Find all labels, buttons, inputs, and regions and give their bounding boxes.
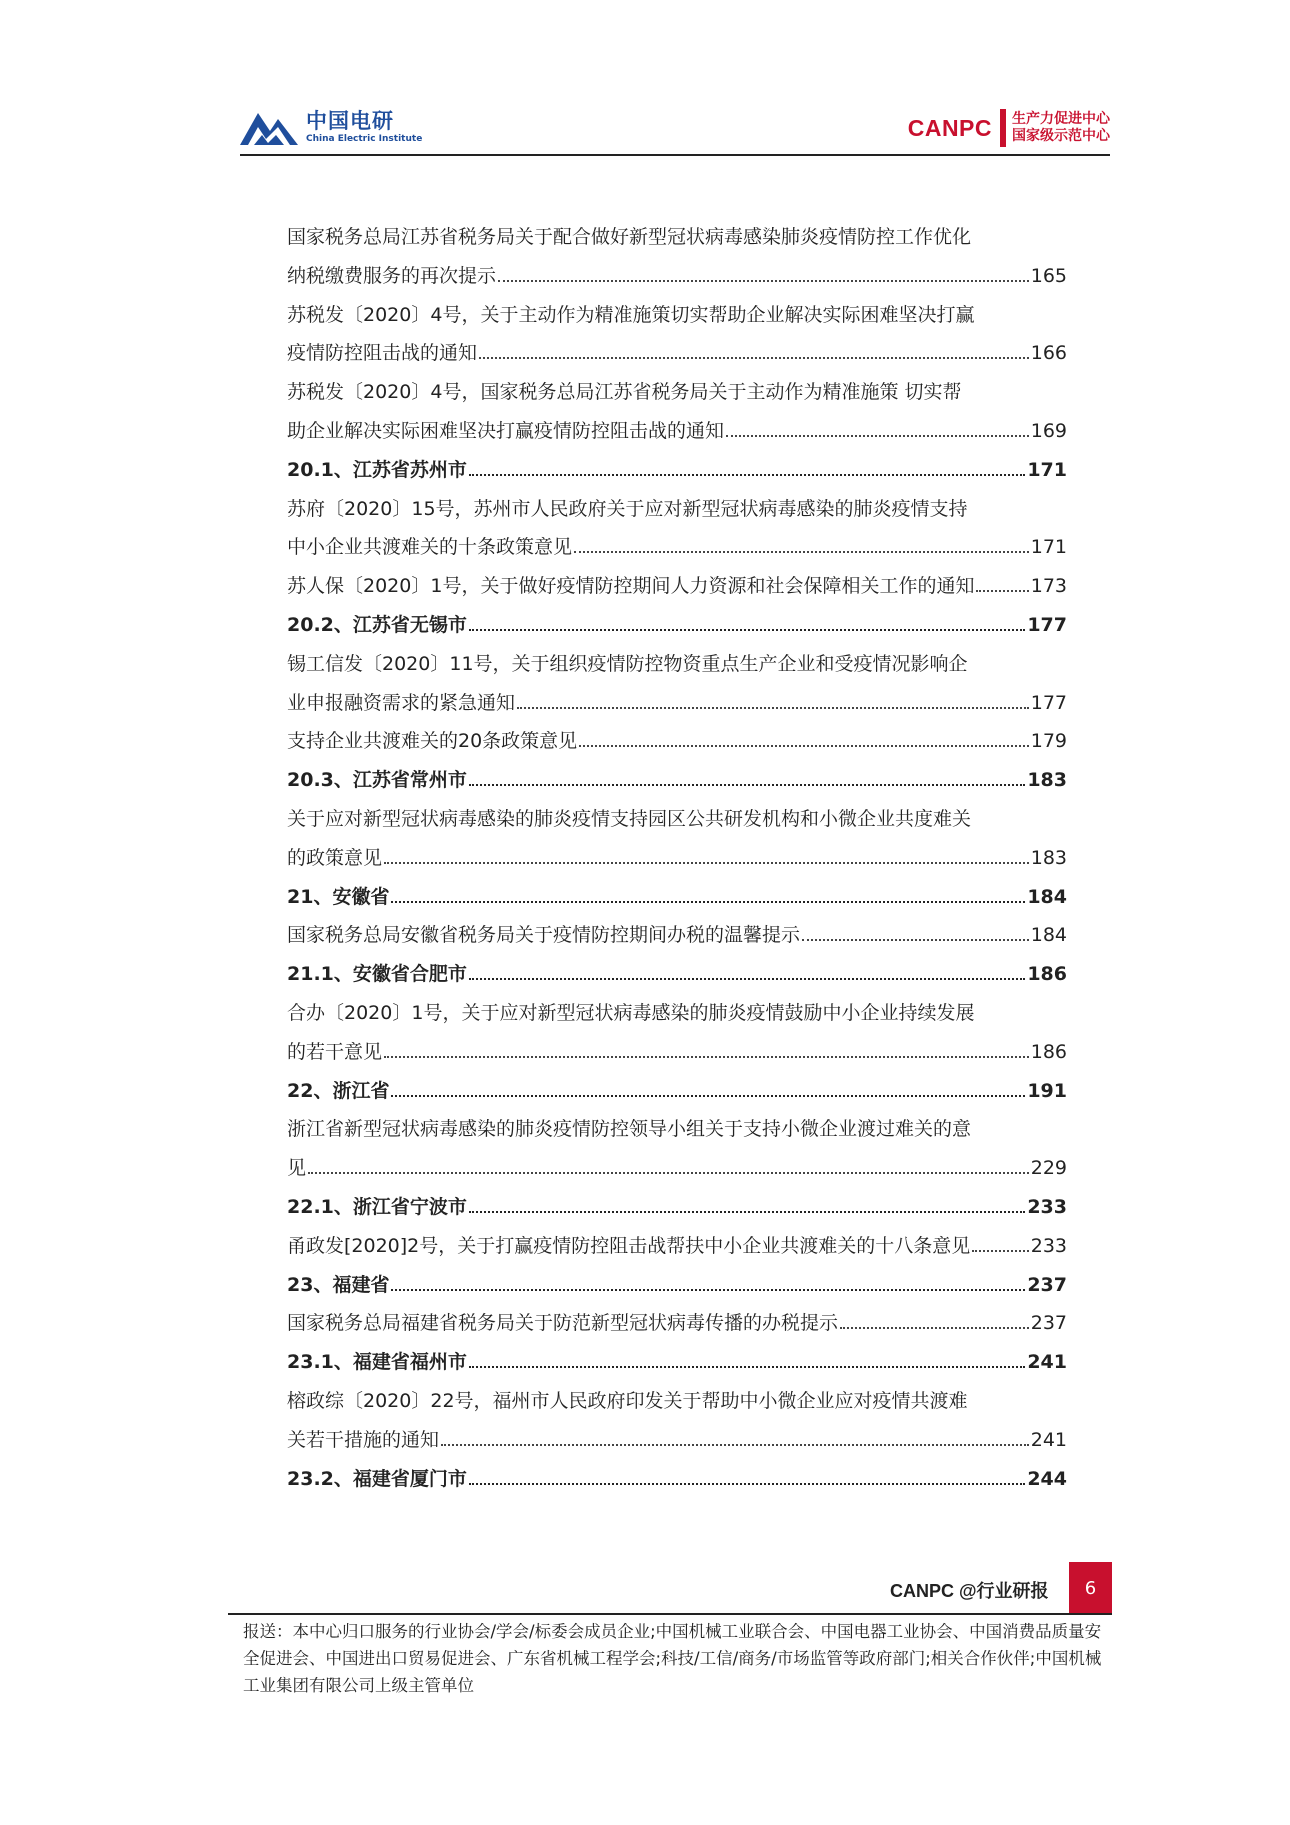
toc-entry-title: 业申报融资需求的紧急通知 — [287, 691, 516, 714]
dot-leader — [517, 707, 1029, 709]
toc-entry-title-line: 榕政综〔2020〕22号，福州市人民政府印发关于帮助中小微企业应对疫情共渡难 — [287, 1389, 968, 1412]
dot-leader — [469, 978, 1025, 980]
logo-divider — [1000, 109, 1006, 147]
toc-page-number: 166 — [1030, 342, 1067, 365]
toc-page-number: 171 — [1027, 458, 1067, 481]
logo-english-name: China Electric Institute — [306, 134, 423, 144]
toc-entry-title: 22.1、浙江省宁波市 — [287, 1195, 467, 1218]
toc-entry-title: 纳税缴费服务的再次提示 — [287, 264, 497, 287]
toc-page-number: 177 — [1027, 613, 1067, 636]
toc-entry-title: 助企业解决实际困难坚决打赢疫情防控阻击战的通知 — [287, 419, 725, 442]
table-of-contents — [287, 218, 1067, 1498]
mountain-logo-icon — [240, 105, 298, 149]
logo-chinese-name: 中国电研 — [306, 109, 394, 133]
dot-leader — [479, 357, 1029, 359]
toc-entry-title: 的若干意见 — [287, 1040, 383, 1063]
dot-leader — [574, 551, 1029, 553]
footer-brand: CANPC @行业研报 — [890, 1581, 1049, 1601]
toc-entry[interactable] — [287, 1110, 1067, 1188]
toc-entry-title: 23.2、福建省厦门市 — [287, 1467, 467, 1490]
toc-section-heading[interactable] — [287, 1188, 1067, 1227]
page-number: 6 — [1084, 1577, 1097, 1599]
toc-entry-title: 20.2、江苏省无锡市 — [287, 613, 467, 636]
toc-page-number: 177 — [1030, 691, 1067, 714]
page-header — [240, 95, 1110, 155]
dot-leader — [469, 474, 1025, 476]
toc-entry-title-line: 苏税发〔2020〕4号，关于主动作为精准施策切实帮助企业解决实际困难坚决打赢 — [287, 303, 975, 326]
toc-page-number: 237 — [1030, 1312, 1067, 1335]
toc-entry-title: 国家税务总局安徽省税务局关于疫情防控期间办税的温馨提示 — [287, 924, 801, 947]
toc-entry-title: 见 — [287, 1157, 307, 1180]
toc-entry[interactable] — [287, 373, 1067, 451]
toc-entry[interactable] — [287, 1304, 1067, 1343]
toc-entry[interactable] — [287, 490, 1067, 568]
dot-leader — [469, 784, 1025, 786]
canpc-wordmark: CANPC — [907, 114, 992, 141]
toc-entry-title-line: 关于应对新型冠状病毒感染的肺炎疫情支持园区公共研发机构和小微企业共度难关 — [287, 807, 972, 830]
toc-entry[interactable] — [287, 722, 1067, 761]
toc-entry-title-line: 浙江省新型冠状病毒感染的肺炎疫情防控领导小组关于支持小微企业渡过难关的意 — [287, 1118, 972, 1141]
canpc-logo — [908, 109, 1110, 147]
center-name-line2: 国家级示范中心 — [1012, 128, 1110, 144]
toc-entry[interactable] — [287, 1382, 1067, 1460]
toc-page-number: 229 — [1030, 1157, 1067, 1180]
toc-entry-title: 20.1、江苏省苏州市 — [287, 458, 467, 481]
toc-page-number: 171 — [1030, 536, 1067, 559]
dot-leader — [976, 590, 1028, 592]
dot-leader — [469, 1211, 1025, 1213]
toc-section-heading[interactable] — [287, 1072, 1067, 1111]
header-divider — [240, 154, 1110, 156]
toc-entry-title-line: 苏税发〔2020〕4号，国家税务总局江苏省税务局关于主动作为精准施策 切实帮 — [287, 381, 962, 404]
toc-page-number: 186 — [1027, 963, 1067, 986]
dot-leader — [384, 862, 1029, 864]
distribution-note: 报送：本中心归口服务的行业协会/学会/标委会成员企业;中国机械工业联合会、中国电器工业协会、中国消费品质量安全促进会、中国进出口贸易促进会、广东省机械工程学会;科技/工信/商务/市场监管等政府部门;相关合作伙伴;中国机械工业集团有限公司上级主管单位 — [243, 1622, 1102, 1695]
toc-entry-title: 疫情防控阻击战的通知 — [287, 342, 478, 365]
toc-page-number: 191 — [1027, 1079, 1067, 1102]
toc-entry-title: 21.1、安徽省合肥市 — [287, 963, 467, 986]
dot-leader — [391, 1095, 1025, 1097]
dot-leader — [469, 1366, 1025, 1368]
toc-page-number: 183 — [1030, 846, 1067, 869]
toc-entry[interactable] — [287, 218, 1067, 296]
toc-entry[interactable] — [287, 567, 1067, 606]
toc-entry-title: 甬政发[2020]2号，关于打赢疫情防控阻击战帮扶中小企业共渡难关的十八条意见 — [287, 1234, 971, 1257]
dot-leader — [391, 1289, 1025, 1291]
toc-page-number: 169 — [1030, 419, 1067, 442]
toc-page-number: 184 — [1030, 924, 1067, 947]
center-name-line1: 生产力促进中心 — [1012, 111, 1110, 127]
dot-leader — [579, 745, 1029, 747]
dot-leader — [308, 1172, 1029, 1174]
toc-page-number: 233 — [1030, 1234, 1067, 1257]
cei-logo — [240, 105, 422, 149]
toc-page-number: 233 — [1027, 1195, 1067, 1218]
toc-entry[interactable] — [287, 645, 1067, 723]
toc-entry-title: 苏人保〔2020〕1号，关于做好疫情防控期间人力资源和社会保障相关工作的通知 — [287, 575, 975, 598]
toc-page-number: 186 — [1030, 1040, 1067, 1063]
toc-section-heading[interactable] — [287, 1343, 1067, 1382]
toc-section-heading[interactable] — [287, 451, 1067, 490]
toc-entry-title: 支持企业共渡难关的20条政策意见 — [287, 730, 578, 753]
toc-entry-title: 中小企业共渡难关的十条政策意见 — [287, 536, 573, 559]
dot-leader — [972, 1250, 1028, 1252]
toc-page-number: 244 — [1027, 1467, 1067, 1490]
dot-leader — [498, 280, 1029, 282]
toc-entry-title-line: 苏府〔2020〕15号，苏州市人民政府关于应对新型冠状病毒感染的肺炎疫情支持 — [287, 497, 968, 520]
dot-leader — [384, 1056, 1029, 1058]
toc-entry-title-line: 锡工信发〔2020〕11号，关于组织疫情防控物资重点生产企业和受疫情况影响企 — [287, 652, 968, 675]
toc-entry-title: 23、福建省 — [287, 1273, 390, 1296]
toc-entry-title: 的政策意见 — [287, 846, 383, 869]
toc-page-number: 184 — [1027, 885, 1067, 908]
toc-entry-title-line: 国家税务总局江苏省税务局关于配合做好新型冠状病毒感染肺炎疫情防控工作优化 — [287, 226, 972, 248]
page-number-box — [1069, 1562, 1112, 1614]
toc-section-heading[interactable] — [287, 761, 1067, 800]
toc-page-number: 165 — [1030, 264, 1067, 287]
toc-entry-title: 22、浙江省 — [287, 1079, 390, 1102]
toc-entry-title: 23.1、福建省福州市 — [287, 1351, 467, 1374]
toc-section-heading[interactable] — [287, 606, 1067, 645]
toc-page-number: 179 — [1030, 730, 1067, 753]
toc-entry[interactable] — [287, 1227, 1067, 1266]
toc-page-number: 173 — [1030, 575, 1067, 598]
toc-section-heading[interactable] — [287, 955, 1067, 994]
toc-entry[interactable] — [287, 994, 1067, 1072]
toc-entry[interactable] — [287, 916, 1067, 955]
dot-leader — [391, 901, 1025, 903]
toc-page-number: 237 — [1027, 1273, 1067, 1296]
toc-section-heading[interactable] — [287, 878, 1067, 917]
toc-entry-title-line: 合办〔2020〕1号，关于应对新型冠状病毒感染的肺炎疫情鼓励中小企业持续发展 — [287, 1001, 975, 1024]
dot-leader — [726, 435, 1029, 437]
toc-page-number: 241 — [1027, 1351, 1067, 1374]
toc-page-number: 183 — [1027, 769, 1067, 792]
dot-leader — [802, 939, 1029, 941]
toc-entry[interactable] — [287, 800, 1067, 878]
footer-divider — [228, 1613, 1112, 1615]
dot-leader — [469, 1483, 1025, 1485]
dot-leader — [441, 1444, 1029, 1446]
toc-entry-title: 20.3、江苏省常州市 — [287, 769, 467, 792]
toc-entry-title: 国家税务总局福建省税务局关于防范新型冠状病毒传播的办税提示 — [287, 1312, 839, 1335]
dot-leader — [469, 629, 1025, 631]
toc-section-heading[interactable] — [287, 1460, 1067, 1499]
toc-entry-title: 21、安徽省 — [287, 885, 390, 908]
toc-entry-title: 关若干措施的通知 — [287, 1428, 440, 1451]
toc-section-heading[interactable] — [287, 1266, 1067, 1305]
toc-page-number: 241 — [1030, 1428, 1067, 1451]
toc-entry[interactable] — [287, 296, 1067, 374]
dot-leader — [840, 1327, 1029, 1329]
